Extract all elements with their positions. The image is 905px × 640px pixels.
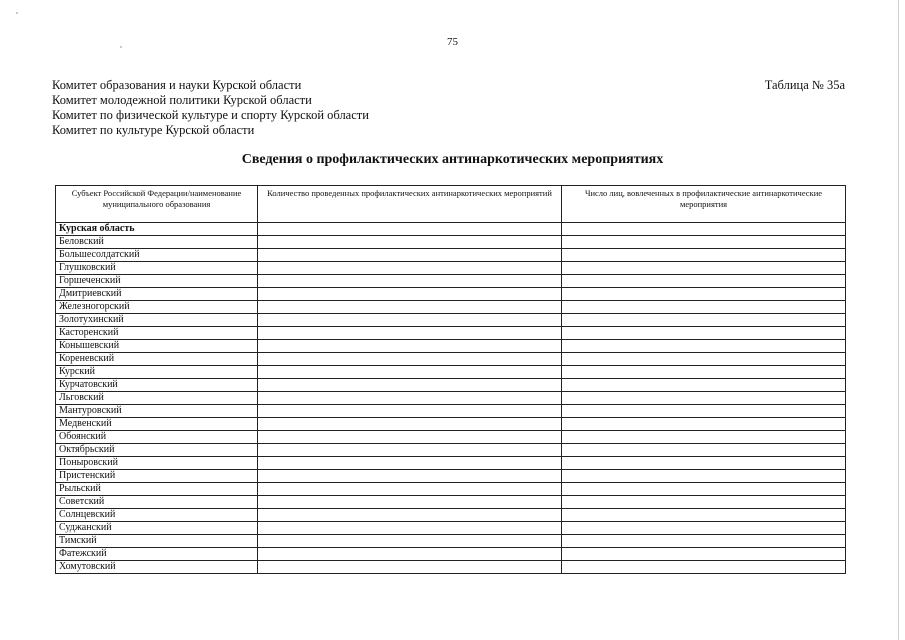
events-count-cell[interactable] (258, 561, 562, 574)
table-row (56, 262, 846, 275)
events-count-cell[interactable] (258, 288, 562, 301)
table-row (56, 457, 846, 470)
table-row (56, 431, 846, 444)
table-row (56, 405, 846, 418)
district-name-cell: Поныровский (56, 457, 258, 470)
district-name-cell: Курчатовский (56, 379, 258, 392)
table-row (56, 418, 846, 431)
participants-count-cell[interactable] (562, 561, 846, 574)
events-count-cell[interactable] (258, 223, 562, 236)
events-count-cell[interactable] (258, 301, 562, 314)
events-count-cell[interactable] (258, 431, 562, 444)
table-row (56, 249, 846, 262)
district-name-cell: Конышевский (56, 340, 258, 353)
table-row (56, 496, 846, 509)
participants-count-cell[interactable] (562, 444, 846, 457)
events-count-cell[interactable] (258, 483, 562, 496)
events-count-cell[interactable] (258, 314, 562, 327)
table-row (56, 483, 846, 496)
district-name-cell: Глушковский (56, 262, 258, 275)
scan-artifact (16, 12, 18, 14)
district-name-cell: Солнцевский (56, 509, 258, 522)
scan-edge-line (898, 0, 899, 640)
table-row (56, 444, 846, 457)
table-row (56, 379, 846, 392)
table-row (56, 236, 846, 249)
participants-count-cell[interactable] (562, 223, 846, 236)
district-name-cell: Большесолдатский (56, 249, 258, 262)
table-row (56, 288, 846, 301)
participants-count-cell[interactable] (562, 548, 846, 561)
district-name-cell: Льговский (56, 392, 258, 405)
participants-count-cell[interactable] (562, 509, 846, 522)
participants-count-cell[interactable] (562, 470, 846, 483)
participants-count-cell[interactable] (562, 405, 846, 418)
committee-line: Комитет молодежной политики Курской области (52, 93, 312, 107)
events-count-cell[interactable] (258, 249, 562, 262)
district-name-cell: Мантуровский (56, 405, 258, 418)
district-name-cell: Курский (56, 366, 258, 379)
district-name-cell: Горшеченский (56, 275, 258, 288)
district-name-cell: Обоянский (56, 431, 258, 444)
issuing-committees (52, 78, 369, 138)
participants-count-cell[interactable] (562, 301, 846, 314)
participants-count-cell[interactable] (562, 275, 846, 288)
events-count-cell[interactable] (258, 353, 562, 366)
district-name-cell: Пристенский (56, 470, 258, 483)
participants-count-cell[interactable] (562, 483, 846, 496)
events-count-cell[interactable] (258, 509, 562, 522)
district-name-cell: Касторенский (56, 327, 258, 340)
participants-count-cell[interactable] (562, 262, 846, 275)
data-table (55, 185, 846, 574)
events-count-cell[interactable] (258, 522, 562, 535)
district-name-cell: Золотухинский (56, 314, 258, 327)
participants-count-cell[interactable] (562, 457, 846, 470)
events-count-cell[interactable] (258, 379, 562, 392)
events-count-cell[interactable] (258, 275, 562, 288)
table-row (56, 548, 846, 561)
events-count-cell[interactable] (258, 418, 562, 431)
district-name-cell: Тимский (56, 535, 258, 548)
events-count-cell[interactable] (258, 392, 562, 405)
district-name-cell: Рыльский (56, 483, 258, 496)
table-row (56, 327, 846, 340)
table-header-row (56, 186, 846, 223)
participants-count-cell[interactable] (562, 379, 846, 392)
table-row (56, 470, 846, 483)
table-row (56, 561, 846, 574)
district-name-cell: Беловский (56, 236, 258, 249)
document-title: Сведения о профилактических антинаркотических мероприятиях (241, 152, 664, 167)
events-count-cell[interactable] (258, 405, 562, 418)
district-name-cell: Октябрьский (56, 444, 258, 457)
participants-count-cell[interactable] (562, 418, 846, 431)
participants-count-cell[interactable] (562, 327, 846, 340)
table-row (56, 522, 846, 535)
table-row (56, 340, 846, 353)
committee-line: Комитет по культуре Курской области (52, 123, 255, 137)
table-row (56, 366, 846, 379)
participants-count-cell[interactable] (562, 392, 846, 405)
events-count-cell[interactable] (258, 496, 562, 509)
column-header-subject: Субъект Российской Федерации/наименование муниципального образования (56, 186, 258, 223)
events-count-cell[interactable] (258, 236, 562, 249)
participants-count-cell[interactable] (562, 535, 846, 548)
participants-count-cell[interactable] (562, 314, 846, 327)
table-number-label: Таблица № 35а (764, 78, 845, 92)
events-count-cell[interactable] (258, 444, 562, 457)
committee-line: Комитет по физической культуре и спорту Курской области (52, 108, 369, 122)
table-row (56, 509, 846, 522)
participants-count-cell[interactable] (562, 522, 846, 535)
events-count-cell[interactable] (258, 548, 562, 561)
table-row-region (56, 223, 846, 236)
table-row (56, 353, 846, 366)
district-name-cell: Фатежский (56, 548, 258, 561)
events-count-cell[interactable] (258, 366, 562, 379)
district-name-cell: Кореневский (56, 353, 258, 366)
events-count-cell[interactable] (258, 327, 562, 340)
participants-count-cell[interactable] (562, 496, 846, 509)
events-count-cell[interactable] (258, 457, 562, 470)
participants-count-cell[interactable] (562, 431, 846, 444)
participants-count-cell[interactable] (562, 288, 846, 301)
district-name-cell: Хомутовский (56, 561, 258, 574)
table-row (56, 392, 846, 405)
events-count-cell[interactable] (258, 470, 562, 483)
events-count-cell[interactable] (258, 535, 562, 548)
district-name-cell: Медвенский (56, 418, 258, 431)
participants-count-cell[interactable] (562, 236, 846, 249)
table-row (56, 301, 846, 314)
table-row (56, 314, 846, 327)
table-row (56, 535, 846, 548)
district-name-cell: Железногорский (56, 301, 258, 314)
events-count-cell[interactable] (258, 262, 562, 275)
column-header-events-count: Количество проведенных профилактических антинаркотических мероприятий (258, 186, 562, 223)
district-name-cell: Советский (56, 496, 258, 509)
participants-count-cell[interactable] (562, 249, 846, 262)
committee-line: Комитет образования и науки Курской области (52, 78, 302, 92)
participants-count-cell[interactable] (562, 353, 846, 366)
district-name-cell: Суджанский (56, 522, 258, 535)
district-name-cell: Дмитриевский (56, 288, 258, 301)
participants-count-cell[interactable] (562, 340, 846, 353)
participants-count-cell[interactable] (562, 366, 846, 379)
region-name-cell: Курская область (56, 223, 258, 236)
table-row (56, 275, 846, 288)
page-number: 75 (447, 36, 458, 48)
events-count-cell[interactable] (258, 340, 562, 353)
column-header-participants-count: Число лиц, вовлеченных в профилактические антинаркотические мероприятия (562, 186, 846, 223)
